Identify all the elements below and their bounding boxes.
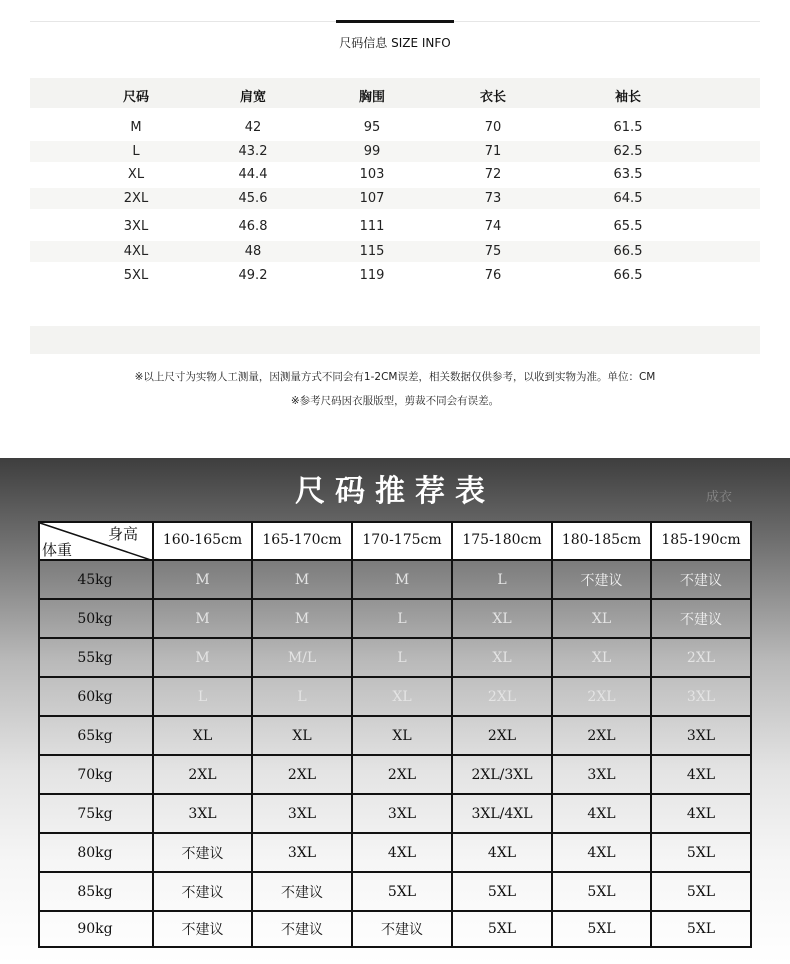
height-header-cell: 165-170cm <box>253 521 353 561</box>
recommend-cell: L <box>353 600 453 639</box>
size-cell: 4XL <box>123 244 149 259</box>
size-header-cell: 衣长 <box>479 90 506 105</box>
recommend-cell: XL <box>253 717 353 756</box>
weight-cell: 90kg <box>38 912 154 948</box>
recommend-cell: 5XL <box>353 873 453 912</box>
size-cell: 44.4 <box>238 167 268 182</box>
recommend-cell: 3XL <box>652 717 752 756</box>
size-cell: 95 <box>363 120 381 135</box>
weight-cell: 75kg <box>38 795 154 834</box>
recommend-cell: M <box>253 561 353 600</box>
recommend-cell: 5XL <box>652 912 752 948</box>
weight-cell: 70kg <box>38 756 154 795</box>
recommend-cell: L <box>253 678 353 717</box>
recommend-cell: 不建议 <box>652 561 752 600</box>
recommend-cell: 4XL <box>652 795 752 834</box>
recommend-cell: 5XL <box>453 912 553 948</box>
recommend-cell: 2XL <box>553 717 652 756</box>
size-cell: 5XL <box>123 268 149 283</box>
weight-cell: 60kg <box>38 678 154 717</box>
weight-cell: 50kg <box>38 600 154 639</box>
weight-cell: 45kg <box>38 561 154 600</box>
recommend-cell: L <box>353 639 453 678</box>
recommend-cell: L <box>453 561 553 600</box>
size-cell: 103 <box>359 167 385 182</box>
size-cell: 115 <box>359 244 385 259</box>
size-cell: 45.6 <box>238 191 268 206</box>
size-cell: 48 <box>244 244 262 259</box>
recommend-cell: 不建议 <box>652 600 752 639</box>
recommend-cell: 2XL <box>253 756 353 795</box>
size-header-cell: 肩宽 <box>239 90 266 105</box>
recommend-cell: 5XL <box>652 873 752 912</box>
recommend-cell: L <box>154 678 253 717</box>
size-header-cell: 胸围 <box>358 90 385 105</box>
recommend-cell: 3XL <box>553 756 652 795</box>
recommend-cell: 2XL/3XL <box>453 756 553 795</box>
recommend-cell: 5XL <box>652 834 752 873</box>
height-header-cell: 185-190cm <box>652 521 752 561</box>
title-accent-bar <box>336 20 454 23</box>
weight-cell: 65kg <box>38 717 154 756</box>
size-cell: M <box>130 120 142 135</box>
size-cell: 111 <box>359 219 385 234</box>
size-reference-note: ※参考尺码因衣服版型，剪裁不同会有误差。 <box>290 395 500 407</box>
recommend-cell: M <box>154 639 253 678</box>
size-cell: 73 <box>484 191 502 206</box>
recommend-cell: 3XL <box>253 834 353 873</box>
recommend-cell: 不建议 <box>154 912 253 948</box>
recommend-cell: 2XL <box>453 678 553 717</box>
size-info-title: 尺码信息 SIZE INFO <box>339 36 451 50</box>
recommend-cell: 3XL <box>652 678 752 717</box>
size-cell: 74 <box>484 219 502 234</box>
recommend-cell: 4XL <box>553 795 652 834</box>
size-cell: L <box>132 144 140 159</box>
height-header-cell: 180-185cm <box>553 521 652 561</box>
size-cell: 3XL <box>123 219 149 234</box>
recommend-cell: M/L <box>253 639 353 678</box>
size-cell: 43.2 <box>238 144 268 159</box>
recommend-cell: 3XL/4XL <box>453 795 553 834</box>
height-header-cell: 170-175cm <box>353 521 453 561</box>
recommend-cell: 4XL <box>553 834 652 873</box>
size-cell: 75 <box>484 244 502 259</box>
size-cell: 49.2 <box>238 268 268 283</box>
corner-height-label: 身高 <box>108 525 139 543</box>
size-cell: 62.5 <box>613 144 643 159</box>
recommend-cell: XL <box>353 678 453 717</box>
recommend-cell: 2XL <box>652 639 752 678</box>
weight-cell: 55kg <box>38 639 154 678</box>
recommend-cell: M <box>353 561 453 600</box>
recommend-cell: 不建议 <box>253 912 353 948</box>
recommend-cell: XL <box>553 639 652 678</box>
recommend-cell: XL <box>154 717 253 756</box>
recommend-cell: 5XL <box>553 873 652 912</box>
recommend-cell: 4XL <box>453 834 553 873</box>
recommend-grid <box>38 521 752 948</box>
height-header-cell: 175-180cm <box>453 521 553 561</box>
size-cell: 66.5 <box>613 244 643 259</box>
recommend-cell: XL <box>553 600 652 639</box>
recommend-title: 尺码推荐表 <box>295 474 495 509</box>
size-cell: 66.5 <box>613 268 643 283</box>
recommend-cell: 4XL <box>353 834 453 873</box>
recommend-cell: 2XL <box>353 756 453 795</box>
recommend-cell: 2XL <box>154 756 253 795</box>
recommend-cell: 5XL <box>453 873 553 912</box>
recommend-cell: M <box>253 600 353 639</box>
recommend-cell: 不建议 <box>553 561 652 600</box>
recommend-cell: XL <box>453 639 553 678</box>
recommend-cell: 2XL <box>553 678 652 717</box>
recommend-cell: 3XL <box>154 795 253 834</box>
recommend-cell: XL <box>353 717 453 756</box>
size-header-cell: 尺码 <box>122 90 149 105</box>
recommend-cell: 3XL <box>353 795 453 834</box>
recommend-cell: 不建议 <box>353 912 453 948</box>
recommend-cell: 5XL <box>553 912 652 948</box>
recommend-cell: M <box>154 561 253 600</box>
size-header-cell: 袖长 <box>614 90 641 105</box>
recommend-cell: XL <box>453 600 553 639</box>
size-cell: 70 <box>484 120 502 135</box>
measurement-note: ※以上尺寸为实物人工测量，因测量方式不同会有1-2CM误差，相关数据仅供参考，以收到实物为准。单位：CM <box>134 371 656 383</box>
size-cell: 107 <box>359 191 385 206</box>
size-cell: 99 <box>363 144 381 159</box>
size-cell: 63.5 <box>613 167 643 182</box>
weight-cell: 85kg <box>38 873 154 912</box>
size-cell: 64.5 <box>613 191 643 206</box>
recommend-cell: 不建议 <box>253 873 353 912</box>
size-cell: 42 <box>244 120 262 135</box>
size-cell: 119 <box>359 268 385 283</box>
weight-cell: 80kg <box>38 834 154 873</box>
size-cell: 71 <box>484 144 502 159</box>
recommend-cell: 2XL <box>453 717 553 756</box>
size-cell: 65.5 <box>613 219 643 234</box>
corner-weight-label: 体重 <box>42 541 73 559</box>
size-cell: 76 <box>484 268 502 283</box>
recommend-cell: 4XL <box>652 756 752 795</box>
size-cell: XL <box>127 167 145 182</box>
recommend-cell: 3XL <box>253 795 353 834</box>
recommend-cell: 不建议 <box>154 834 253 873</box>
size-cell: 2XL <box>123 191 149 206</box>
recommend-cell: M <box>154 600 253 639</box>
recommend-cell: 不建议 <box>154 873 253 912</box>
size-cell: 72 <box>484 167 502 182</box>
size-cell: 61.5 <box>613 120 643 135</box>
height-header-cell: 160-165cm <box>154 521 253 561</box>
watermark: 成衣 <box>706 490 733 505</box>
blank-band <box>30 326 760 354</box>
size-cell: 46.8 <box>238 219 268 234</box>
